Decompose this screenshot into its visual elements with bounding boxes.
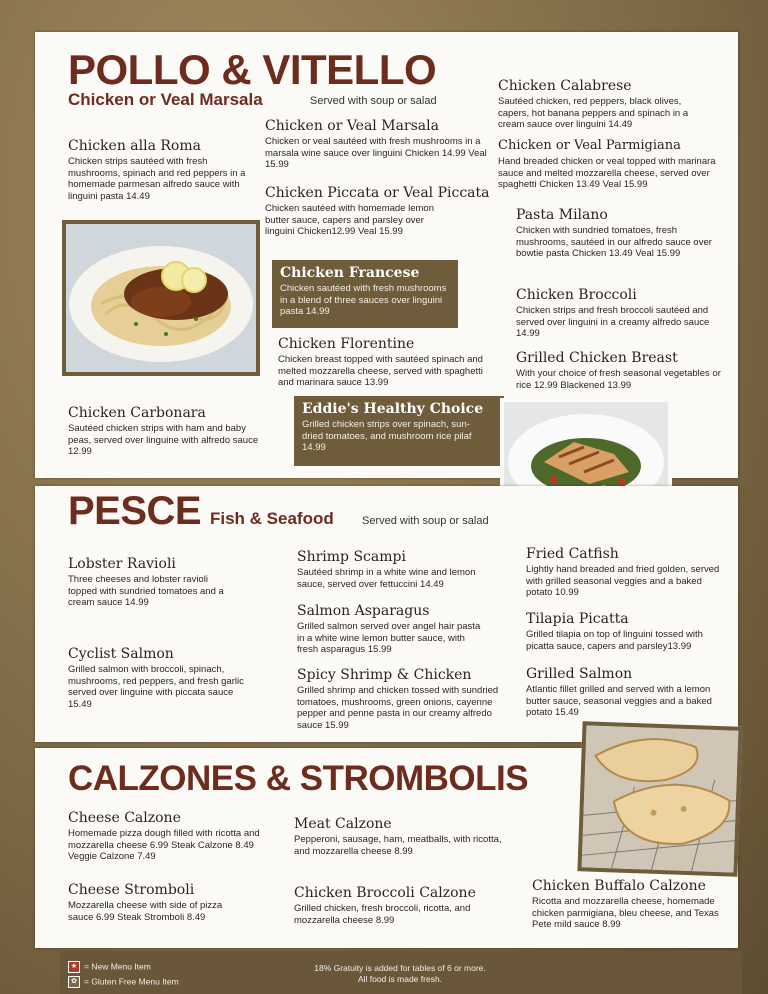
item-desc: Grilled salmon with broccoli, spinach, mushrooms, red peppers, and fresh garlic served over linguine with piccata sauce 15.49	[68, 664, 244, 710]
footer-bar	[60, 951, 742, 994]
menu-item-chicken-carbonara	[68, 405, 260, 458]
item-desc: Lightly hand breaded and fried golden, served with grilled seasonal veggies and a baked potato 10.99	[526, 564, 720, 599]
item-desc: Chicken breast topped with sautéed spinach and melted mozzarella cheese, served with spaghetti and marinara sauce 13.99	[278, 354, 483, 389]
pesce-served-note: Served with soup or salad	[362, 515, 489, 527]
new-item-icon: ★	[68, 961, 80, 973]
menu-item-chicken-veal-parmigiana	[498, 138, 728, 191]
item-name: Eddie's Healthy Choice	[302, 401, 484, 417]
legend-new-item	[68, 961, 151, 973]
menu-item-salmon-asparagus	[297, 603, 497, 656]
item-desc: Hand breaded chicken or veal topped with marinara sauce and melted mozzarella cheese, served over spaghetti Chicken 13.49 Veal 15.99	[498, 156, 716, 191]
calzone-photo	[577, 721, 742, 876]
item-name: Chicken or Veal Marsala	[265, 118, 439, 134]
menu-item-shrimp-scampi	[297, 549, 497, 590]
menu-item-chicken-francese	[272, 260, 458, 328]
item-desc: Grilled shrimp and chicken tossed with sundried tomatoes, mushrooms, green onions, cayenne pepper and penne pasta in our creamy alfredo sauce 15.99	[297, 685, 499, 731]
menu-item-chicken-buffalo-calzone	[532, 878, 732, 931]
menu-item-chicken-veal-piccata	[265, 185, 490, 238]
menu-item-chicken-broccoli	[516, 287, 711, 340]
item-desc: Grilled tilapia on top of linguini tossed with picatta sauce, capers and parsley13.99	[526, 629, 703, 652]
menu-item-chicken-broccoli-calzone	[294, 885, 504, 926]
item-name: Salmon Asparagus	[297, 603, 430, 619]
item-desc: Chicken with sundried tomatoes, fresh mushrooms, sautéed in our alfredo sauce over bowtie pasta Chicken 13.49 Veal 15.99	[516, 225, 712, 260]
pollo-served-note: Served with soup or salad	[310, 95, 437, 107]
item-desc: Chicken sautéed with homemade lemon butter sauce, capers and parsley over linguini Chicken12.99 Veal 15.99	[265, 203, 434, 238]
menu-item-pasta-milano	[516, 207, 724, 260]
menu-item-meat-calzone	[294, 816, 514, 857]
item-name: Chicken Buffalo Calzone	[532, 878, 706, 894]
item-name: Meat Calzone	[294, 816, 392, 832]
menu-item-cheese-stromboli	[68, 882, 268, 923]
item-desc: Chicken or veal sautéed with fresh mushrooms in a marsala wine sauce over linguini Chicken 14.99 Veal 15.99	[265, 136, 487, 171]
menu-item-chicken-calabrese	[498, 78, 723, 131]
gluten-free-icon: ✿	[68, 976, 80, 988]
item-desc: Sautéed chicken, red peppers, black olives, capers, hot banana peppers and spinach in a cream sauce over linguini 14.49	[498, 96, 689, 131]
gratuity-note: 18% Gratuity is added for tables of 6 or more.	[314, 963, 486, 973]
item-desc: Grilled chicken strips over spinach, sun-dried tomatoes, and mushroom rice pilaf 14.99	[302, 419, 472, 454]
fresh-note: All food is made fresh.	[357, 974, 443, 984]
menu-item-grilled-chicken-breast	[516, 350, 726, 391]
menu-item-tilapia-picatta	[526, 611, 726, 652]
item-desc: Mozzarella cheese with side of pizza sauce 6.99 Steak Stromboli 8.49	[68, 900, 223, 923]
item-desc: Atlantic fillet grilled and served with a lemon butter sauce, seasonal veggies and a baked potato 15.49	[526, 684, 712, 719]
pasta-dish-image	[66, 224, 256, 372]
item-desc: Three cheeses and lobster ravioli topped with sundried tomatoes and a cream sauce 14.99	[68, 574, 224, 609]
menu-item-cheese-calzone	[68, 810, 268, 863]
item-desc: Chicken strips and fresh broccoli sautéed and served over linguini in a creamy alfredo sauce 14.99	[516, 305, 710, 340]
menu-item-lobster-ravioli	[68, 556, 238, 609]
calzone-image	[582, 725, 739, 872]
item-desc: Grilled salmon served over angel hair pasta in a white wine lemon butter sauce, with fresh asparagus 15.99	[297, 621, 481, 656]
menu-item-eddies-healthy-choice	[294, 396, 504, 466]
legend-gf-text: = Gluten Free Menu Item	[84, 976, 179, 987]
menu-item-cyclist-salmon	[68, 646, 248, 710]
legend-new-text: = New Menu Item	[84, 961, 151, 972]
item-desc: Sautéed chicken strips with ham and baby peas, served over linguine with alfredo sauce 12.99	[68, 423, 259, 458]
calzones-title: CALZONES & STROMBOLIS	[68, 759, 529, 798]
item-name: Chicken Carbonara	[68, 405, 206, 421]
item-name: Pasta Milano	[516, 207, 608, 223]
pollo-subtitle: Chicken or Veal Marsala	[68, 90, 263, 109]
item-desc: Pepperoni, sausage, ham, meatballs, with ricotta, and mozzarella cheese 8.99	[294, 834, 502, 857]
item-desc: With your choice of fresh seasonal vegetables or rice 12.99 Blackened 13.99	[516, 368, 721, 391]
item-name: Chicken Broccoli Calzone	[294, 885, 476, 901]
item-name: Grilled Salmon	[526, 666, 633, 682]
menu-item-chicken-veal-marsala	[265, 118, 490, 171]
item-desc: Sautéed shrimp in a white wine and lemon sauce, served over fettuccini 14.49	[297, 567, 476, 590]
item-desc: Ricotta and mozzarella cheese, homemade chicken parmigiana, bleu cheese, and Texas Pete mild sauce 8.99	[532, 896, 719, 931]
item-name: Chicken Broccoli	[516, 287, 637, 303]
pesce-subtitle: Fish & Seafood	[210, 509, 334, 528]
menu-item-grilled-salmon	[526, 666, 726, 719]
menu-item-spicy-shrimp-chicken	[297, 667, 507, 731]
item-name: Cheese Calzone	[68, 810, 181, 826]
item-name: Cyclist Salmon	[68, 646, 174, 662]
item-name: Chicken Calabrese	[498, 78, 632, 94]
item-name: Shrimp Scampi	[297, 549, 406, 565]
item-name: Lobster Ravioli	[68, 556, 176, 572]
item-name: Chicken alla Roma	[68, 138, 201, 154]
menu-item-fried-catfish	[526, 546, 726, 599]
chicken-marsala-photo	[62, 220, 260, 376]
legend-gluten-free	[68, 976, 179, 988]
item-name: Chicken or Veal Parmigiana	[498, 138, 681, 153]
item-name: Fried Catfish	[526, 546, 619, 562]
menu-item-chicken-florentine	[278, 336, 486, 389]
item-name: Chicken Piccata or Veal Piccata	[265, 185, 490, 201]
footer-note	[260, 963, 540, 985]
item-name: Chicken Francese	[280, 265, 420, 281]
item-desc: Chicken strips sautéed with fresh mushrooms, spinach and red peppers in a homemade parmesan alfredo sauce with linguini pasta 14.49	[68, 156, 246, 202]
item-desc: Grilled chicken, fresh broccoli, ricotta, and mozzarella cheese 8.99	[294, 903, 471, 926]
item-name: Cheese Stromboli	[68, 882, 195, 898]
item-name: Chicken Florentine	[278, 336, 415, 352]
item-name: Grilled Chicken Breast	[516, 350, 678, 366]
item-name: Tilapia Picatta	[526, 611, 629, 627]
pesce-title: PESCE	[68, 489, 202, 533]
item-desc: Chicken sautéed with fresh mushrooms in a blend of three sauces over linguini pasta 14.99	[280, 283, 447, 318]
item-name: Spicy Shrimp & Chicken	[297, 667, 472, 683]
menu-item-chicken-alla-roma	[68, 138, 258, 202]
pollo-title: POLLO & VITELLO	[68, 46, 437, 93]
item-desc: Homemade pizza dough filled with ricotta and mozzarella cheese 6.99 Steak Calzone 8.49 Veggie Calzone 7.49	[68, 828, 260, 863]
